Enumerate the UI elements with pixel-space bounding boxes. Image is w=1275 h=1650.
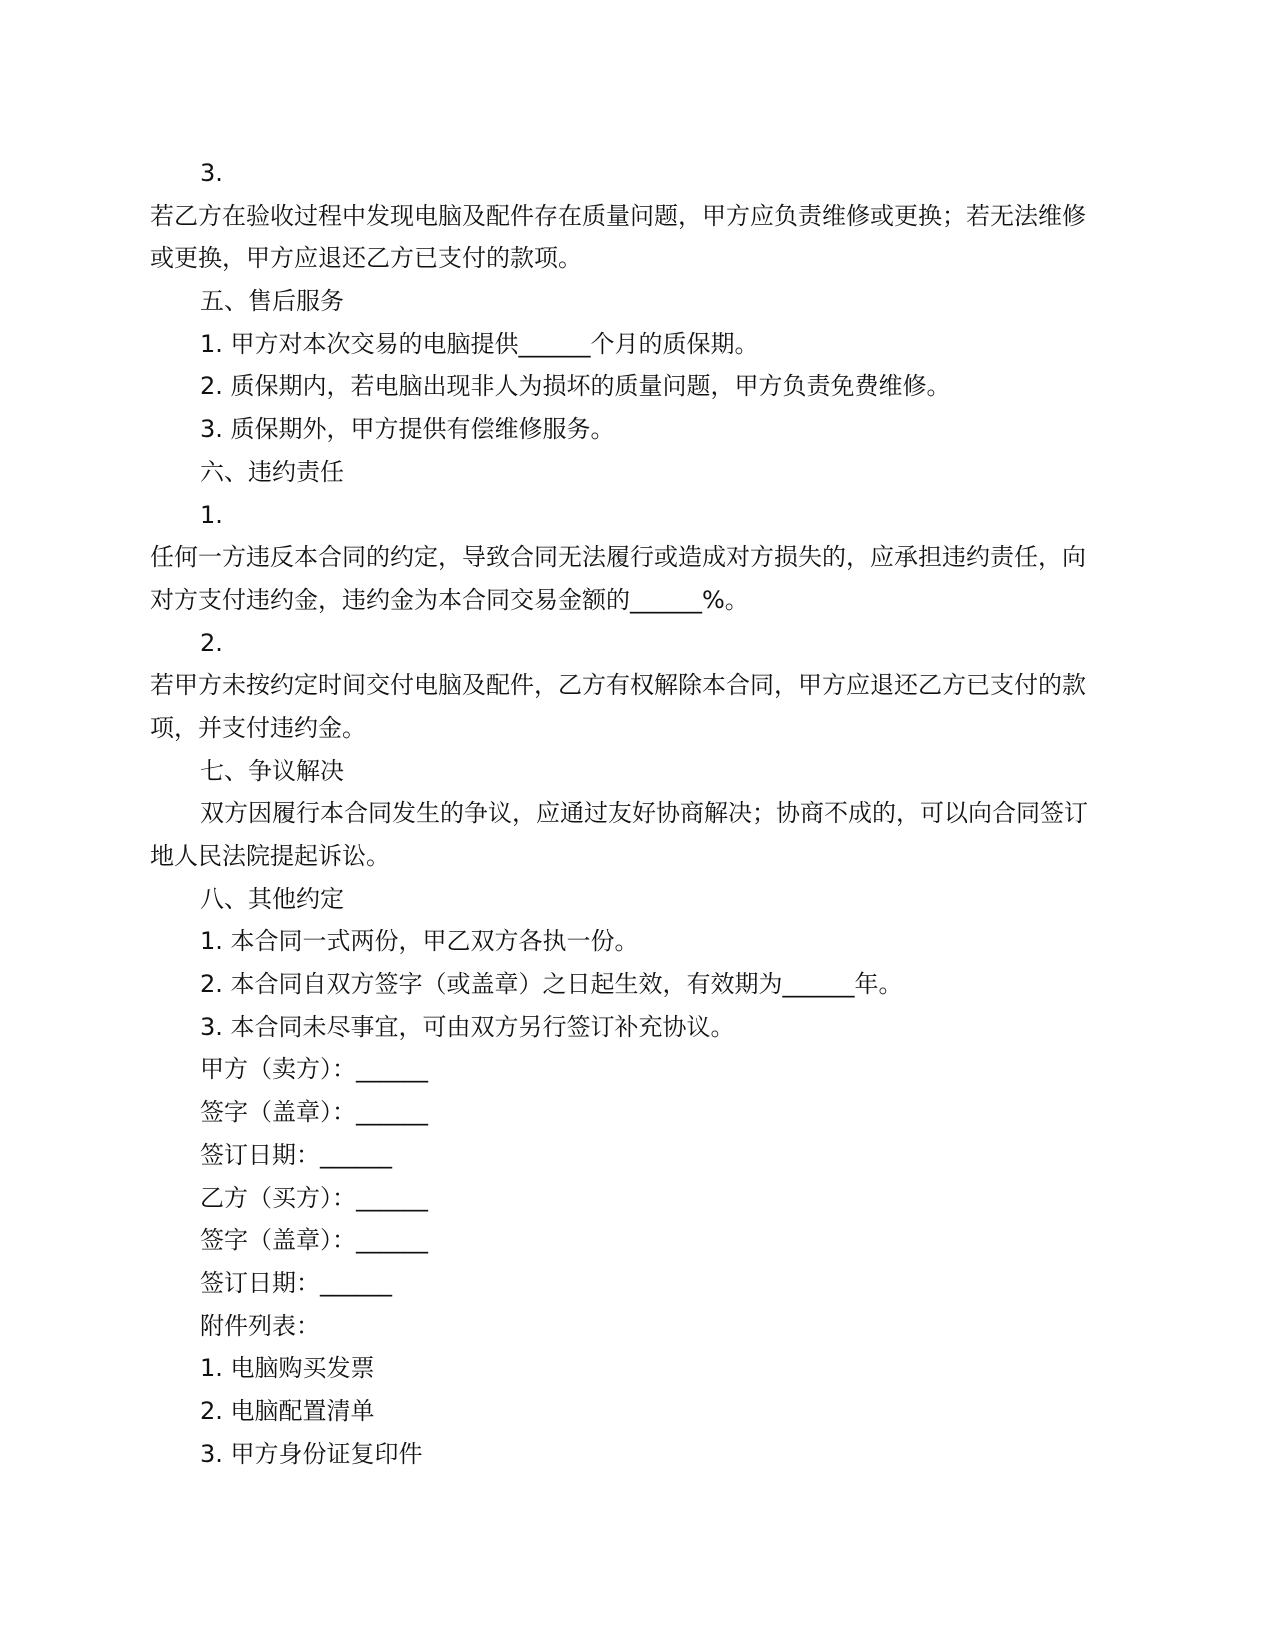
attachment-item: 1. 电脑购买发票 xyxy=(200,1354,375,1383)
signature-field-date: 签订日期：______ xyxy=(200,1140,392,1169)
paragraph-line: 地人民法院提起诉讼。 xyxy=(150,842,390,870)
signature-field-party-b: 乙方（买方）：______ xyxy=(200,1183,428,1212)
document-body xyxy=(150,152,1125,1475)
signature-field-date: 签订日期：______ xyxy=(200,1268,392,1297)
paragraph-line: 若乙方在验收过程中发现电脑及配件存在质量问题，甲方应负责维修或更换；若无法维修 xyxy=(150,201,1086,230)
list-item: 3. 本合同未尽事宜，可由双方另行签订补充协议。 xyxy=(200,1012,735,1041)
section-heading-breach: 六、违约责任 xyxy=(200,457,344,486)
list-item: 1. 本合同一式两份，甲乙双方各执一份。 xyxy=(200,927,639,956)
attachment-item: 3. 甲方身份证复印件 xyxy=(200,1439,423,1468)
list-item: 2. 质保期内，若电脑出现非人为损坏的质量问题，甲方负责免费维修。 xyxy=(200,372,951,401)
paragraph-line: 对方支付违约金，违约金为本合同交易金额的______%。 xyxy=(150,585,749,614)
list-item: 3. 质保期外，甲方提供有偿维修服务。 xyxy=(200,415,615,444)
paragraph-line: 若甲方未按约定时间交付电脑及配件，乙方有权解除本合同，甲方应退还乙方已支付的款 xyxy=(150,671,1086,700)
paragraph-line: 任何一方违反本合同的约定，导致合同无法履行或造成对方损失的，应承担违约责任，向 xyxy=(150,543,1086,572)
attachment-item: 2. 电脑配置清单 xyxy=(200,1396,375,1425)
attachments-heading: 附件列表： xyxy=(200,1311,320,1340)
item-number: 2. xyxy=(200,628,223,657)
paragraph-line: 或更换，甲方应退还乙方已支付的款项。 xyxy=(150,244,582,273)
signature-field-seal: 签字（盖章）：______ xyxy=(200,1226,428,1255)
paragraph-line: 项，并支付违约金。 xyxy=(150,713,366,742)
section-heading-after-sales: 五、售后服务 xyxy=(200,287,344,316)
list-item: 2. 本合同自双方签字（或盖章）之日起生效，有效期为______年。 xyxy=(200,970,903,999)
signature-field-seal: 签字（盖章）：______ xyxy=(200,1098,428,1127)
item-number: 1. xyxy=(200,500,223,529)
section-heading-other: 八、其他约定 xyxy=(200,884,344,913)
section-heading-dispute: 七、争议解决 xyxy=(200,756,344,785)
signature-field-party-a: 甲方（卖方）：______ xyxy=(200,1055,428,1084)
paragraph-line: 双方因履行本合同发生的争议，应通过友好协商解决；协商不成的，可以向合同签订 xyxy=(200,799,1088,828)
item-number: 3. xyxy=(200,159,223,187)
list-item: 1. 甲方对本次交易的电脑提供______个月的质保期。 xyxy=(200,329,759,358)
